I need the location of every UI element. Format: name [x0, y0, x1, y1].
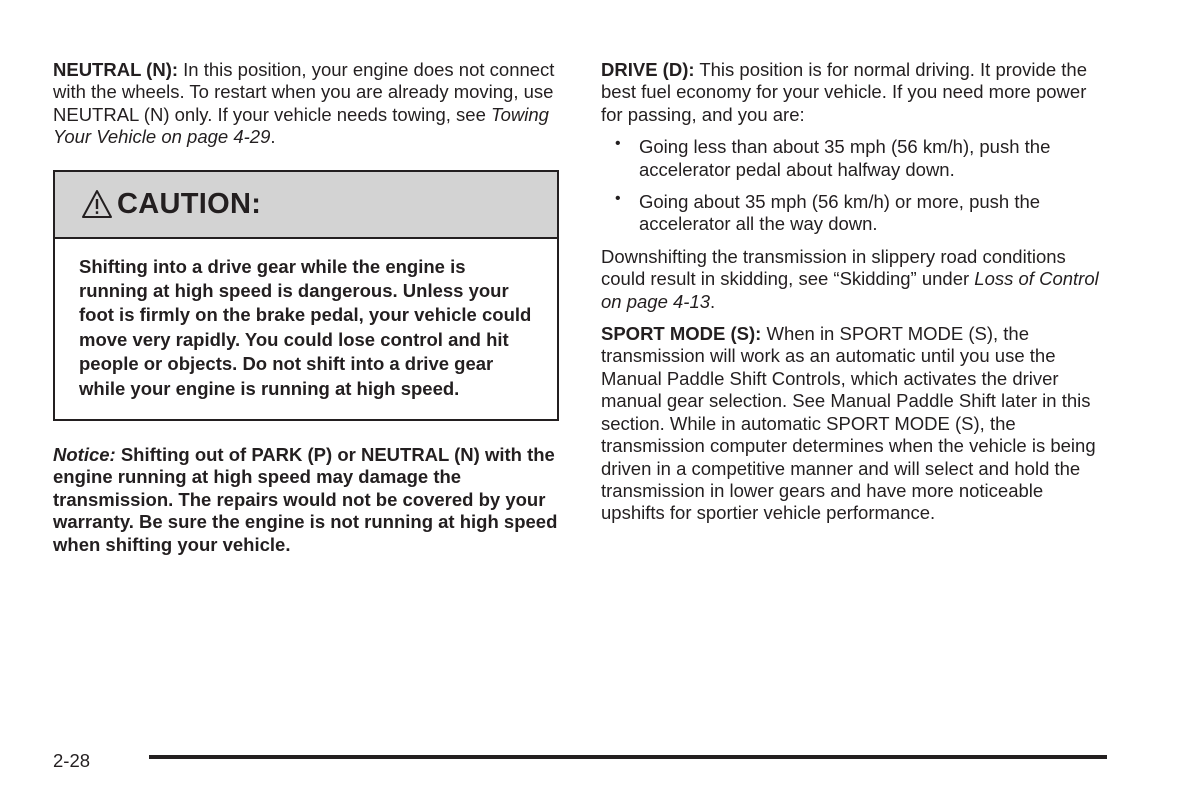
neutral-end: . [270, 126, 276, 148]
downshift-paragraph [601, 246, 1111, 313]
skidding-page-reference: Loss of Control on page 4-13 [601, 268, 1099, 312]
page-number: 2-28 [53, 750, 91, 771]
list-item [601, 136, 1111, 181]
towing-page-reference: Towing Your Vehicle on page 4-29 [53, 103, 549, 148]
notice-label: Notice: [53, 444, 116, 466]
bullet-list [601, 136, 1111, 236]
drive-label: DRIVE (D): [601, 59, 695, 80]
downshift-end: . [710, 290, 716, 312]
caution-title: CAUTION: [117, 188, 262, 221]
notice-text: Shifting out of PARK (P) or NEUTRAL (N) with the engine running at high speed may damage the transmission. The repairs would not be covered by your warranty. Be sure the engine is not running at high speed when shifting your vehicle. [53, 444, 558, 555]
neutral-paragraph [53, 59, 559, 149]
notice-paragraph [53, 444, 559, 556]
left-column [53, 59, 559, 556]
caution-header [55, 172, 557, 239]
sport-mode-text: When in SPORT MODE (S), the transmission will work as an automatic until you use the Manual Paddle Shift Controls, which activates the driver manual gear selection. See Manual Paddle Shift later in this section. While in automatic SPORT MODE (S), the transmission computer determines when the vehicle is being driven in a competitive manner and will select and hold the transmission in lower gears and have more noticeable upshifts for sportier vehicle performance. [601, 323, 1096, 524]
footer-rule [149, 755, 1107, 759]
downshift-text: Downshifting the transmission in slippery road conditions could result in skidding, see “Skidding” under [601, 245, 1066, 290]
caution-body: Shifting into a drive gear while the engine is running at high speed is dangerous. Unless your foot is firmly on the brake pedal, your vehicle could move very rapidly. You could lose control and hit people or objects. Do not shift into a drive gear while your engine is running at high speed. [79, 255, 532, 399]
drive-text: This position is for normal driving. It provide the best fuel economy for your vehicle. If you need more power for passing, and you are: [601, 59, 1087, 125]
neutral-label: NEUTRAL (N): [53, 59, 179, 80]
bullet-text: Going less than about 35 mph (56 km/h), push the accelerator pedal about halfway down. [639, 136, 1051, 180]
bullet-icon: • [615, 190, 621, 208]
list-item [601, 191, 1111, 236]
sport-mode-paragraph [601, 323, 1111, 525]
bullet-icon: • [615, 135, 621, 153]
sport-mode-label: SPORT MODE (S): [601, 323, 762, 345]
neutral-text: In this position, your engine does not connect with the wheels. To restart when you are already moving, use NEUTRAL (N) only. If your vehicle needs towing, see [53, 59, 555, 125]
warning-triangle-icon [81, 189, 113, 219]
right-column [601, 59, 1111, 535]
drive-paragraph [601, 59, 1111, 126]
caution-box [53, 170, 559, 421]
bullet-text: Going about 35 mph (56 km/h) or more, push the accelerator all the way down. [639, 191, 1041, 235]
